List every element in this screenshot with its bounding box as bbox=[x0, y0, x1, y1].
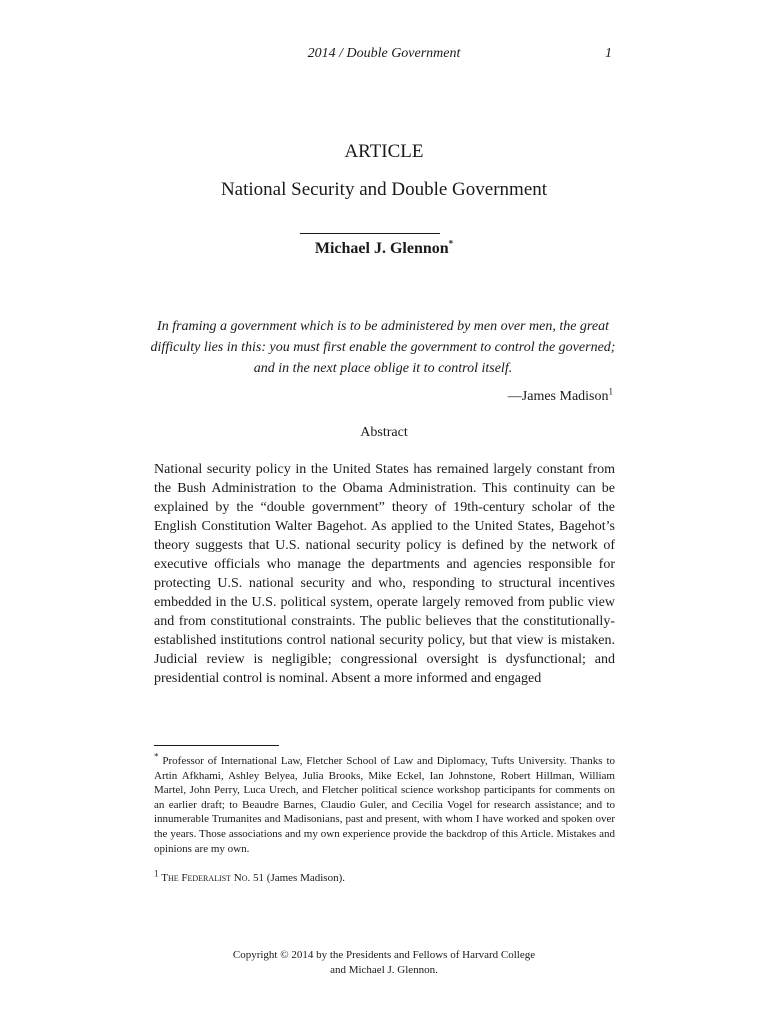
page-number: 1 bbox=[605, 46, 612, 61]
abstract-body: National security policy in the United States has remained largely constant from the Bush Administration to the Obama Administration. This continuity can be explained by the “double government” theory of 19th-century scholar of the English Constitution Walter Bagehot. As applied to the United States, Bagehot’s theory suggests that U.S. national security policy is defined by the network of executive officials who manage the departments and agencies responsible for protecting U.S. national security and who, responding to structural incentives embedded in the U.S. political system, operate largely removed from public view and from constitutional constraints. The public believes that the constitutionally-established institutions control national security policy, but that view is mistaken. Judicial review is negligible; congressional oversight is dysfunctional; and presidential control is nominal. Absent a more informed and engaged bbox=[154, 462, 615, 686]
running-header-title: 2014 / Double Government bbox=[307, 46, 461, 61]
footnote-mark: 1 bbox=[154, 868, 159, 879]
copyright-line-2: and Michael J. Glennon. bbox=[330, 964, 438, 976]
author-rule bbox=[300, 233, 440, 234]
epigraph-quote: In framing a government which is to be administered by men over men, the great difficulty lies in this: you must first enable the government to control the governed; and in the next place oblige it to control itself. bbox=[150, 319, 616, 376]
footnote-author bbox=[154, 751, 616, 856]
footnote-madison bbox=[154, 868, 615, 886]
attribution-footnote-mark[interactable]: 1 bbox=[608, 386, 613, 397]
footnote-separator bbox=[154, 745, 279, 746]
footnote-source: The Federalist No. 51 bbox=[161, 872, 265, 884]
footnote-text: (James Madison). bbox=[266, 872, 345, 884]
author-name: Michael J. Glennon bbox=[314, 240, 449, 257]
attribution-name: —James Madison bbox=[507, 389, 609, 404]
epigraph-attribution bbox=[480, 386, 613, 405]
copyright-notice bbox=[0, 948, 768, 978]
article-label: ARTICLE bbox=[344, 141, 424, 162]
copyright-line-1: Copyright © 2014 by the Presidents and Fellows of Harvard College bbox=[232, 949, 536, 961]
footnote-text: Professor of International Law, Fletcher School of Law and Diplomacy, Tufts University. Thanks to Artin Afkhami, Ashley Belyea, Julia Brooks, Mike Eckel, Ian Johnstone, Robert Hillman, William Martel, John Perry, Luca Urech, and Fletcher political science workshop participants for comments on an earlier draft; to Beaudre Barnes, Claudio Guler, and Cecilia Vogel for research assistance; and to innumerable Trumanites and Madisonians, past and present, with whom I have worked and spoken over the years. Those associations and my own experience provide the backdrop of this Article. Mistakes and opinions are my own. bbox=[154, 755, 616, 855]
article-title: National Security and Double Government bbox=[220, 179, 548, 200]
author-footnote-mark[interactable]: * bbox=[448, 238, 454, 249]
abstract-heading: Abstract bbox=[360, 425, 408, 440]
author-line bbox=[0, 240, 768, 258]
footnote-mark: * bbox=[154, 751, 159, 762]
